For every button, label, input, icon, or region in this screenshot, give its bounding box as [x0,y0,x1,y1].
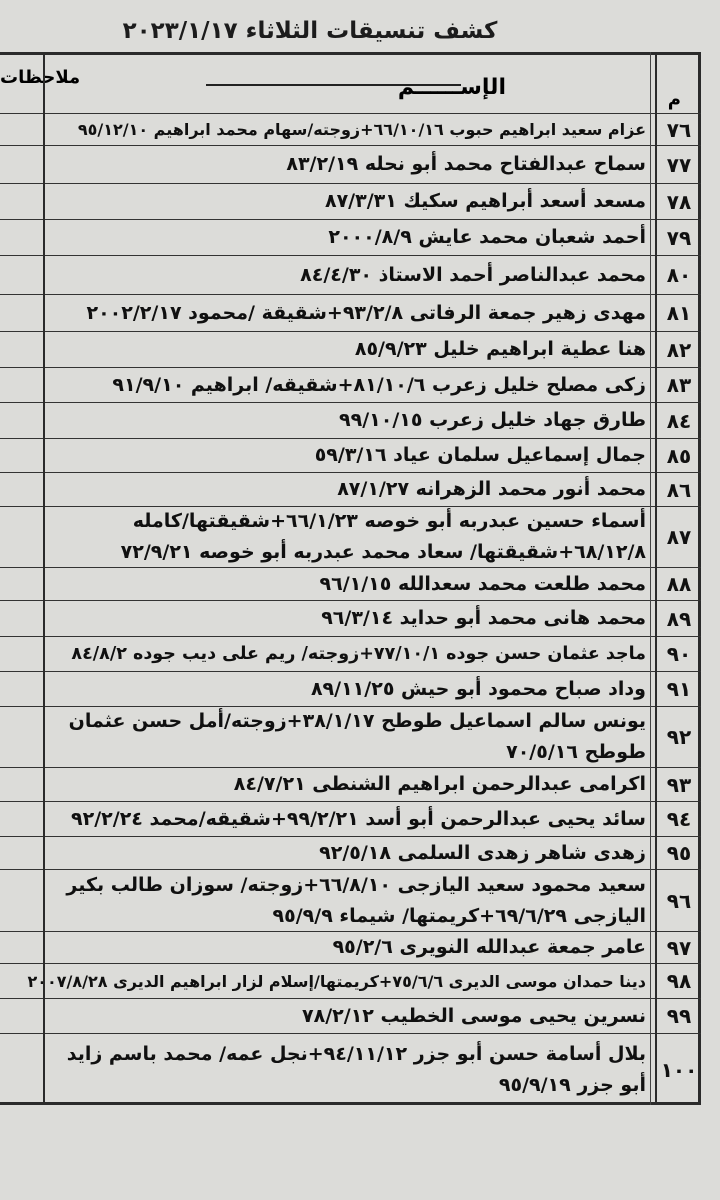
table-row [0,801,701,836]
row-number: ٨٤ [666,408,692,433]
table-row [0,255,701,294]
row-number: ٨٨ [666,572,692,596]
row-name-line: يونس سالم اسماعيل طوطح ٣٨/١/١٧+زوجته/أمل حسن عثمان [68,710,646,732]
row-name-line: محمد عبدالناصر أحمد الاستاذ ٨٤/٤/٣٠ [300,263,646,286]
row-number: ٩٩ [666,1004,692,1028]
table-row [0,671,701,706]
row-name-line: ٦٨/١٢/٨+شقيقتها/ سعاد محمد عبدربه أبو خوصه ٧٢/٩/٢١ [120,541,646,563]
row-name-line: طارق جهاد خليل زعرب ٩٩/١٠/١٥ [339,409,646,431]
row-name-cell [0,870,652,931]
row-number: ٩٢ [666,725,692,749]
row-name-cell [0,256,652,294]
table-row [0,506,701,567]
table-row [0,567,701,600]
row-name-line: محمد هانى محمد أبو حدايد ٩٦/٣/١٤ [321,607,646,629]
table-row [0,113,701,145]
row-name-line: عامر جمعة عبدالله النويرى ٩٥/٢/٦ [332,936,646,958]
row-name-cell [0,768,652,801]
row-name-line: ماجد عثمان حسن جوده ٧٧/١٠/١+زوجته/ ريم على ديب جوده ٨٤/٨/٢ [71,643,646,664]
row-number: ٧٦ [666,117,692,142]
table-row [0,183,701,219]
row-name-line: اكرامى عبدالرحمن ابراهيم الشنطى ٨٤/٧/٢١ [233,773,646,795]
number-column-divider-inner [650,52,651,1105]
row-number: ٩٤ [666,807,692,831]
row-name-line: طوطح ٧٠/٥/١٦ [506,741,646,763]
table-row [0,636,701,671]
table-row [0,706,701,767]
table-row [0,836,701,869]
row-number: ٧٧ [666,152,692,177]
row-name-line: اليازجى ٦٩/٦/٢٩+كريمتها/ شيماء ٩٥/٩/٩ [272,904,646,927]
row-name-cell [0,114,652,145]
table-row [0,931,701,963]
row-name-line: أحمد شعبان محمد عايش ٢٠٠٠/٨/٩ [328,226,646,248]
row-name-cell [0,507,652,567]
document-title: كشف تنسيقات الثلاثاء ٢٠٢٣/١/١٧ [122,18,498,44]
header-notes: ملاحظات [0,67,81,88]
row-name-line: محمد أنور محمد الزهرانه ٨٧/١/٢٧ [337,478,646,500]
row-name-line: وداد صباح محمود أبو حيش ٨٩/١١/٢٥ [310,677,646,700]
row-name-line: هنا عطية ابراهيم خليل ٨٥/٩/٢٣ [354,338,646,360]
header-name: الإســــــم [397,75,506,100]
row-name-cell [0,473,652,506]
row-name-cell [0,332,652,367]
row-name-cell [0,184,652,219]
row-name-cell [0,637,652,671]
row-name-line: دينا حمدان موسى الديرى ٧٥/٦/٦+كريمتها/إسلام لزار ابراهيم الديرى ٢٠٠٧/٨/٢٨ [27,971,646,991]
row-number: ٩٣ [666,772,692,797]
row-number: ٨٧ [666,525,692,549]
table-row [0,869,701,931]
row-number: ٩٥ [666,841,692,865]
row-name-line: نسرين يحيى موسى الخطيب ٧٨/٢/١٢ [302,1004,646,1027]
row-name-cell [0,601,652,636]
row-name-line: سماح عبدالفتاح محمد أبو نحله ٨٣/٢/١٩ [286,153,646,175]
row-number: ٨٣ [666,373,692,397]
row-name-cell [0,439,652,472]
table-row [0,438,701,472]
row-name-cell [0,999,652,1033]
row-name-cell [0,1034,652,1105]
row-name-line: مهدى زهير جمعة الرفاتى ٩٣/٢/٨+شقيقة /محمود ٢٠٠٢/٢/١٧ [86,301,646,324]
table-row [0,219,701,255]
notes-column-divider [43,52,45,1105]
row-name-line: محمد طلعت محمد سعدالله ٩٦/١/١٥ [319,572,646,595]
row-number: ٨٦ [666,477,692,502]
row-name-line: أسماء حسين عبدربه أبو خوصه ٦٦/١/٢٣+شقيقتها/كامله [132,510,646,532]
row-name-line: زهدى شاهر زهدى السلمى ٩٢/٥/١٨ [319,841,646,864]
row-number: ١٠٠ [660,1057,698,1082]
number-column-divider [655,52,657,1105]
row-number: ٩٦ [666,888,692,913]
row-name-cell [0,295,652,331]
row-number: ٩٧ [666,935,692,960]
row-name-cell [0,146,652,183]
table-row [0,767,701,801]
table-row [0,367,701,402]
table-row [0,998,701,1033]
row-name-cell [0,220,652,255]
table-row [0,600,701,636]
row-name-cell [0,368,652,402]
row-number: ٩١ [666,677,692,701]
table-row [0,145,701,183]
row-number: ٨٥ [666,443,692,468]
row-name-cell [0,707,652,767]
row-number: ٧٨ [666,189,692,214]
table-row [0,294,701,331]
row-name-cell [0,403,652,438]
row-number: ٩٨ [666,969,692,993]
row-name-line: أبو جزر ٩٥/٩/١٩ [498,1073,646,1096]
row-number: ٩٠ [666,642,692,666]
row-name-cell [0,964,652,998]
table-row [0,402,701,438]
row-name-line: سعيد محمود سعيد اليازجى ٦٦/٨/١٠+زوجته/ سوزان طالب بكير [66,873,646,896]
table-row [0,472,701,506]
row-name-cell [0,932,652,963]
row-name-line: عزام سعيد ابراهيم حبوب ٦٦/١٠/١٦+زوجته/سهام محمد ابراهيم ٩٥/١٢/١٠ [77,120,646,139]
table-row [0,1033,701,1105]
row-number: ٨٩ [666,606,692,631]
row-name-line: جمال إسماعيل سلمان عياد ٥٩/٣/١٦ [314,444,646,466]
row-name-line: زكى مصلح خليل زعرب ٨١/١٠/٦+شقيقه/ ابراهيم ٩١/٩/١٠ [112,373,646,396]
row-number: ٨١ [666,301,692,325]
row-number: ٧٩ [666,225,692,250]
row-name-cell [0,837,652,869]
row-number: ٨٢ [666,337,692,362]
row-name-cell [0,672,652,706]
table-row [0,331,701,367]
table-row [0,963,701,998]
row-number: ٨٠ [666,263,692,287]
row-name-line: مسعد أسعد أبراهيم سكيك ٨٧/٣/٣١ [324,190,646,212]
header-number: م [667,89,681,110]
row-name-cell [0,568,652,600]
row-name-line: سائد يحيى عبدالرحمن أبو أسد ٩٩/٢/٢١+شقيقه/محمد ٩٢/٢/٢٤ [71,807,646,830]
row-name-line: بلال أسامة حسن أبو جزر ٩٤/١١/١٢+نجل عمه/ محمد باسم زايد [66,1042,646,1065]
row-name-cell [0,802,652,836]
